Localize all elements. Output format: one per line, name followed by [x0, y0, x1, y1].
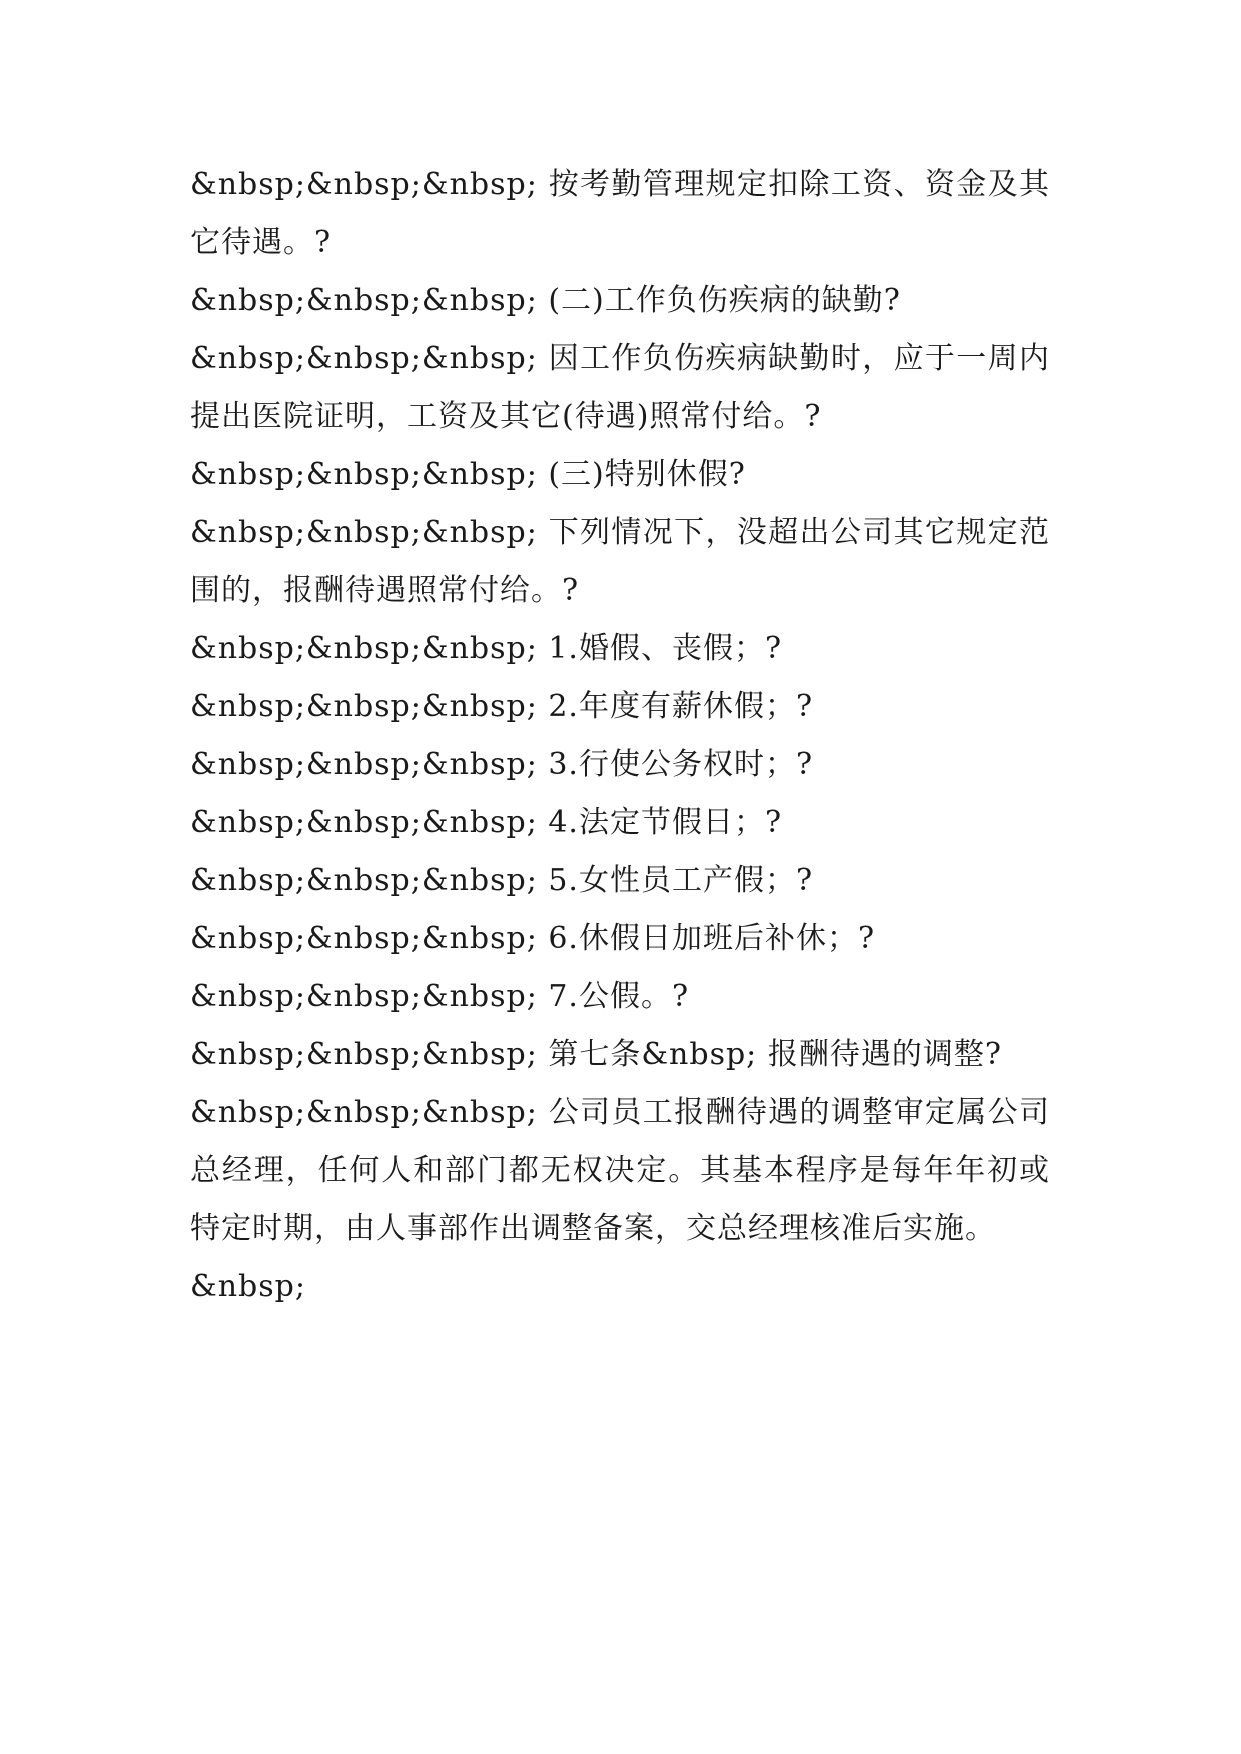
paragraph-heading-injury-absence: &nbsp;&nbsp;&nbsp; (二)工作负伤疾病的缺勤?: [190, 283, 901, 318]
list-item: &nbsp;&nbsp;&nbsp; 4.法定节假日；?: [190, 805, 783, 840]
list-item: &nbsp;&nbsp;&nbsp; 2.年度有薪休假；?: [190, 689, 814, 724]
paragraph-heading-special-leave: &nbsp;&nbsp;&nbsp; (三)特别休假?: [190, 457, 746, 492]
document-body: [190, 156, 1050, 1316]
list-item: &nbsp;&nbsp;&nbsp; 5.女性员工产假；?: [190, 863, 814, 898]
paragraph-adjustment: &nbsp;&nbsp;&nbsp; 公司员工报酬待遇的调整审定属公司总经理，任何人和部门都无权决定。其基本程序是每年年初或特定时期，由人事部作出调整备案，交总经理核准后实施。: [190, 1095, 1050, 1246]
paragraph-trailing: &nbsp;: [190, 1269, 306, 1304]
list-item: &nbsp;&nbsp;&nbsp; 7.公假。?: [190, 979, 690, 1014]
paragraph-deduction: &nbsp;&nbsp;&nbsp; 按考勤管理规定扣除工资、资金及其它待遇。?: [190, 167, 1050, 260]
paragraph-special-leave-intro: &nbsp;&nbsp;&nbsp; 下列情况下，没超出公司其它规定范围的，报酬待遇照常付给。?: [190, 515, 1050, 608]
list-item: &nbsp;&nbsp;&nbsp; 3.行使公务权时；?: [190, 747, 814, 782]
list-item: &nbsp;&nbsp;&nbsp; 1.婚假、丧假；?: [190, 631, 783, 666]
article-heading: &nbsp;&nbsp;&nbsp; 第七条&nbsp; 报酬待遇的调整?: [190, 1037, 1002, 1072]
list-item: &nbsp;&nbsp;&nbsp; 6.休假日加班后补休；?: [190, 921, 876, 956]
paragraph-injury-absence: &nbsp;&nbsp;&nbsp; 因工作负伤疾病缺勤时，应于一周内提出医院证明，工资及其它(待遇)照常付给。?: [190, 341, 1050, 434]
